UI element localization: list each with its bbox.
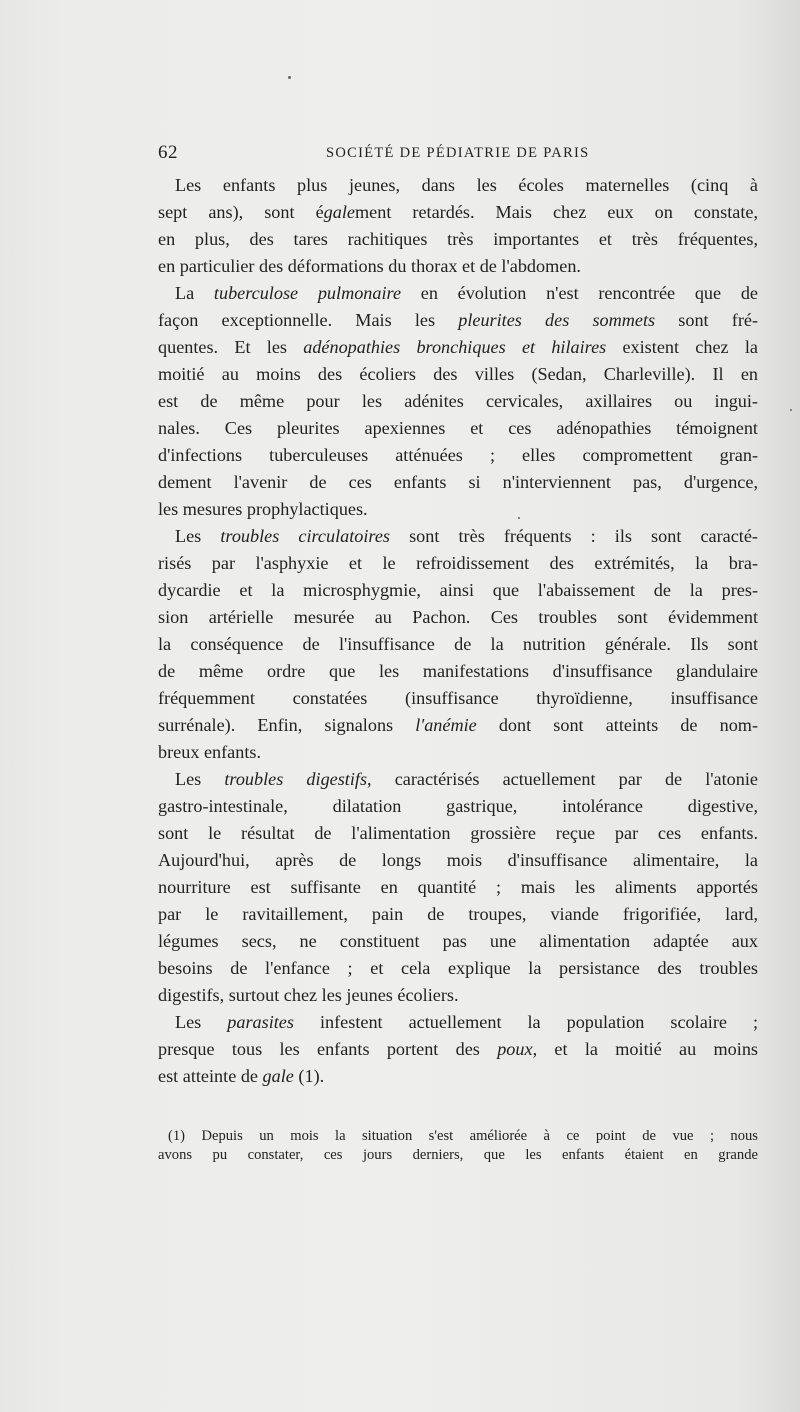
body-text xyxy=(158,172,758,1090)
text-line: Les enfants plus jeunes, dans les écoles maternelles (cinq à xyxy=(175,175,758,195)
text-line: moitié au moins des écoliers des villes (Sedan, Charleville). Il en xyxy=(158,364,758,384)
running-head: SOCIÉTÉ DE PÉDIATRIE DE PARIS xyxy=(326,145,590,161)
text-line: Les troubles circulatoires sont très fréquents : ils sont caracté- xyxy=(175,526,758,546)
text-line: est de même pour les adénites cervicales, axillaires ou ingui- xyxy=(158,391,758,411)
text-line: surrénale). Enfin, signalons l'anémie dont sont atteints de nom- xyxy=(158,715,758,735)
text-line: breux enfants. xyxy=(158,742,262,762)
footnote xyxy=(158,1127,758,1165)
text-line: Les parasites infestent actuellement la population scolaire ; xyxy=(175,1012,759,1032)
text-line: d'infections tuberculeuses atténuées ; elles compromettent gran- xyxy=(158,445,758,465)
page-header xyxy=(158,142,758,166)
text-line: sion artérielle mesurée au Pachon. Ces troubles sont évidemment xyxy=(158,607,758,627)
text-line: quentes. Et les adénopathies bronchiques et hilaires existent chez la xyxy=(158,337,758,357)
footnote-line: (1) Depuis un mois la situation s'est améliorée à ce point de vue ; nous xyxy=(168,1128,758,1144)
ink-speck xyxy=(518,517,520,519)
ink-speck xyxy=(288,76,291,79)
text-line: en plus, des tares rachitiques très importantes et très fréquentes, xyxy=(158,229,758,249)
text-line: sont le résultat de l'alimentation grossière reçue par ces enfants. xyxy=(158,823,758,843)
text-line: les mesures prophylactiques. xyxy=(158,499,368,519)
footnote-line: avons pu constater, ces jours derniers, que les enfants étaient en grande xyxy=(158,1147,758,1163)
text-line: la conséquence de l'insuffisance de la nutrition générale. Ils sont xyxy=(158,634,758,654)
text-line: dement l'avenir de ces enfants si n'interviennent pas, d'urgence, xyxy=(158,472,758,492)
text-line: gastro-intestinale, dilatation gastrique, intolérance digestive, xyxy=(158,796,758,816)
text-line: La tuberculose pulmonaire en évolution n'est rencontrée que de xyxy=(175,283,758,303)
text-line: façon exceptionnelle. Mais les pleurites des sommets sont fré- xyxy=(158,310,759,330)
text-line: digestifs, surtout chez les jeunes écoliers. xyxy=(158,985,459,1005)
text-line: nales. Ces pleurites apexiennes et ces adénopathies témoignent xyxy=(158,418,758,438)
text-line: par le ravitaillement, pain de troupes, viande frigorifiée, lard, xyxy=(158,904,758,924)
text-line: légumes secs, ne constituent pas une alimentation adaptée aux xyxy=(158,931,758,951)
text-line: dycardie et la microsphygmie, ainsi que l'abaissement de la pres- xyxy=(158,580,758,600)
text-line: en particulier des déformations du thorax et de l'abdomen. xyxy=(158,256,581,276)
text-line: de même ordre que les manifestations d'insuffisance glandulaire xyxy=(158,661,758,681)
text-line: fréquemment constatées (insuffisance thyroïdienne, insuffisance xyxy=(158,688,758,708)
text-line: est atteinte de gale (1). xyxy=(158,1066,325,1086)
text-line: Les troubles digestifs, caractérisés actuellement par de l'atonie xyxy=(175,769,758,789)
text-line: risés par l'asphyxie et le refroidissement des extrémités, la bra- xyxy=(158,553,758,573)
text-line: presque tous les enfants portent des poux, et la moitié au moins xyxy=(158,1039,758,1059)
text-line: Aujourd'hui, après de longs mois d'insuffisance alimentaire, la xyxy=(158,850,758,870)
text-line: nourriture est suffisante en quantité ; mais les aliments apportés xyxy=(158,877,758,897)
ink-speck xyxy=(790,409,792,411)
text-line: besoins de l'enfance ; et cela explique la persistance des troubles xyxy=(158,958,758,978)
text-line: sept ans), sont également retardés. Mais chez eux on constate, xyxy=(158,202,758,222)
page-number: 62 xyxy=(158,142,178,163)
